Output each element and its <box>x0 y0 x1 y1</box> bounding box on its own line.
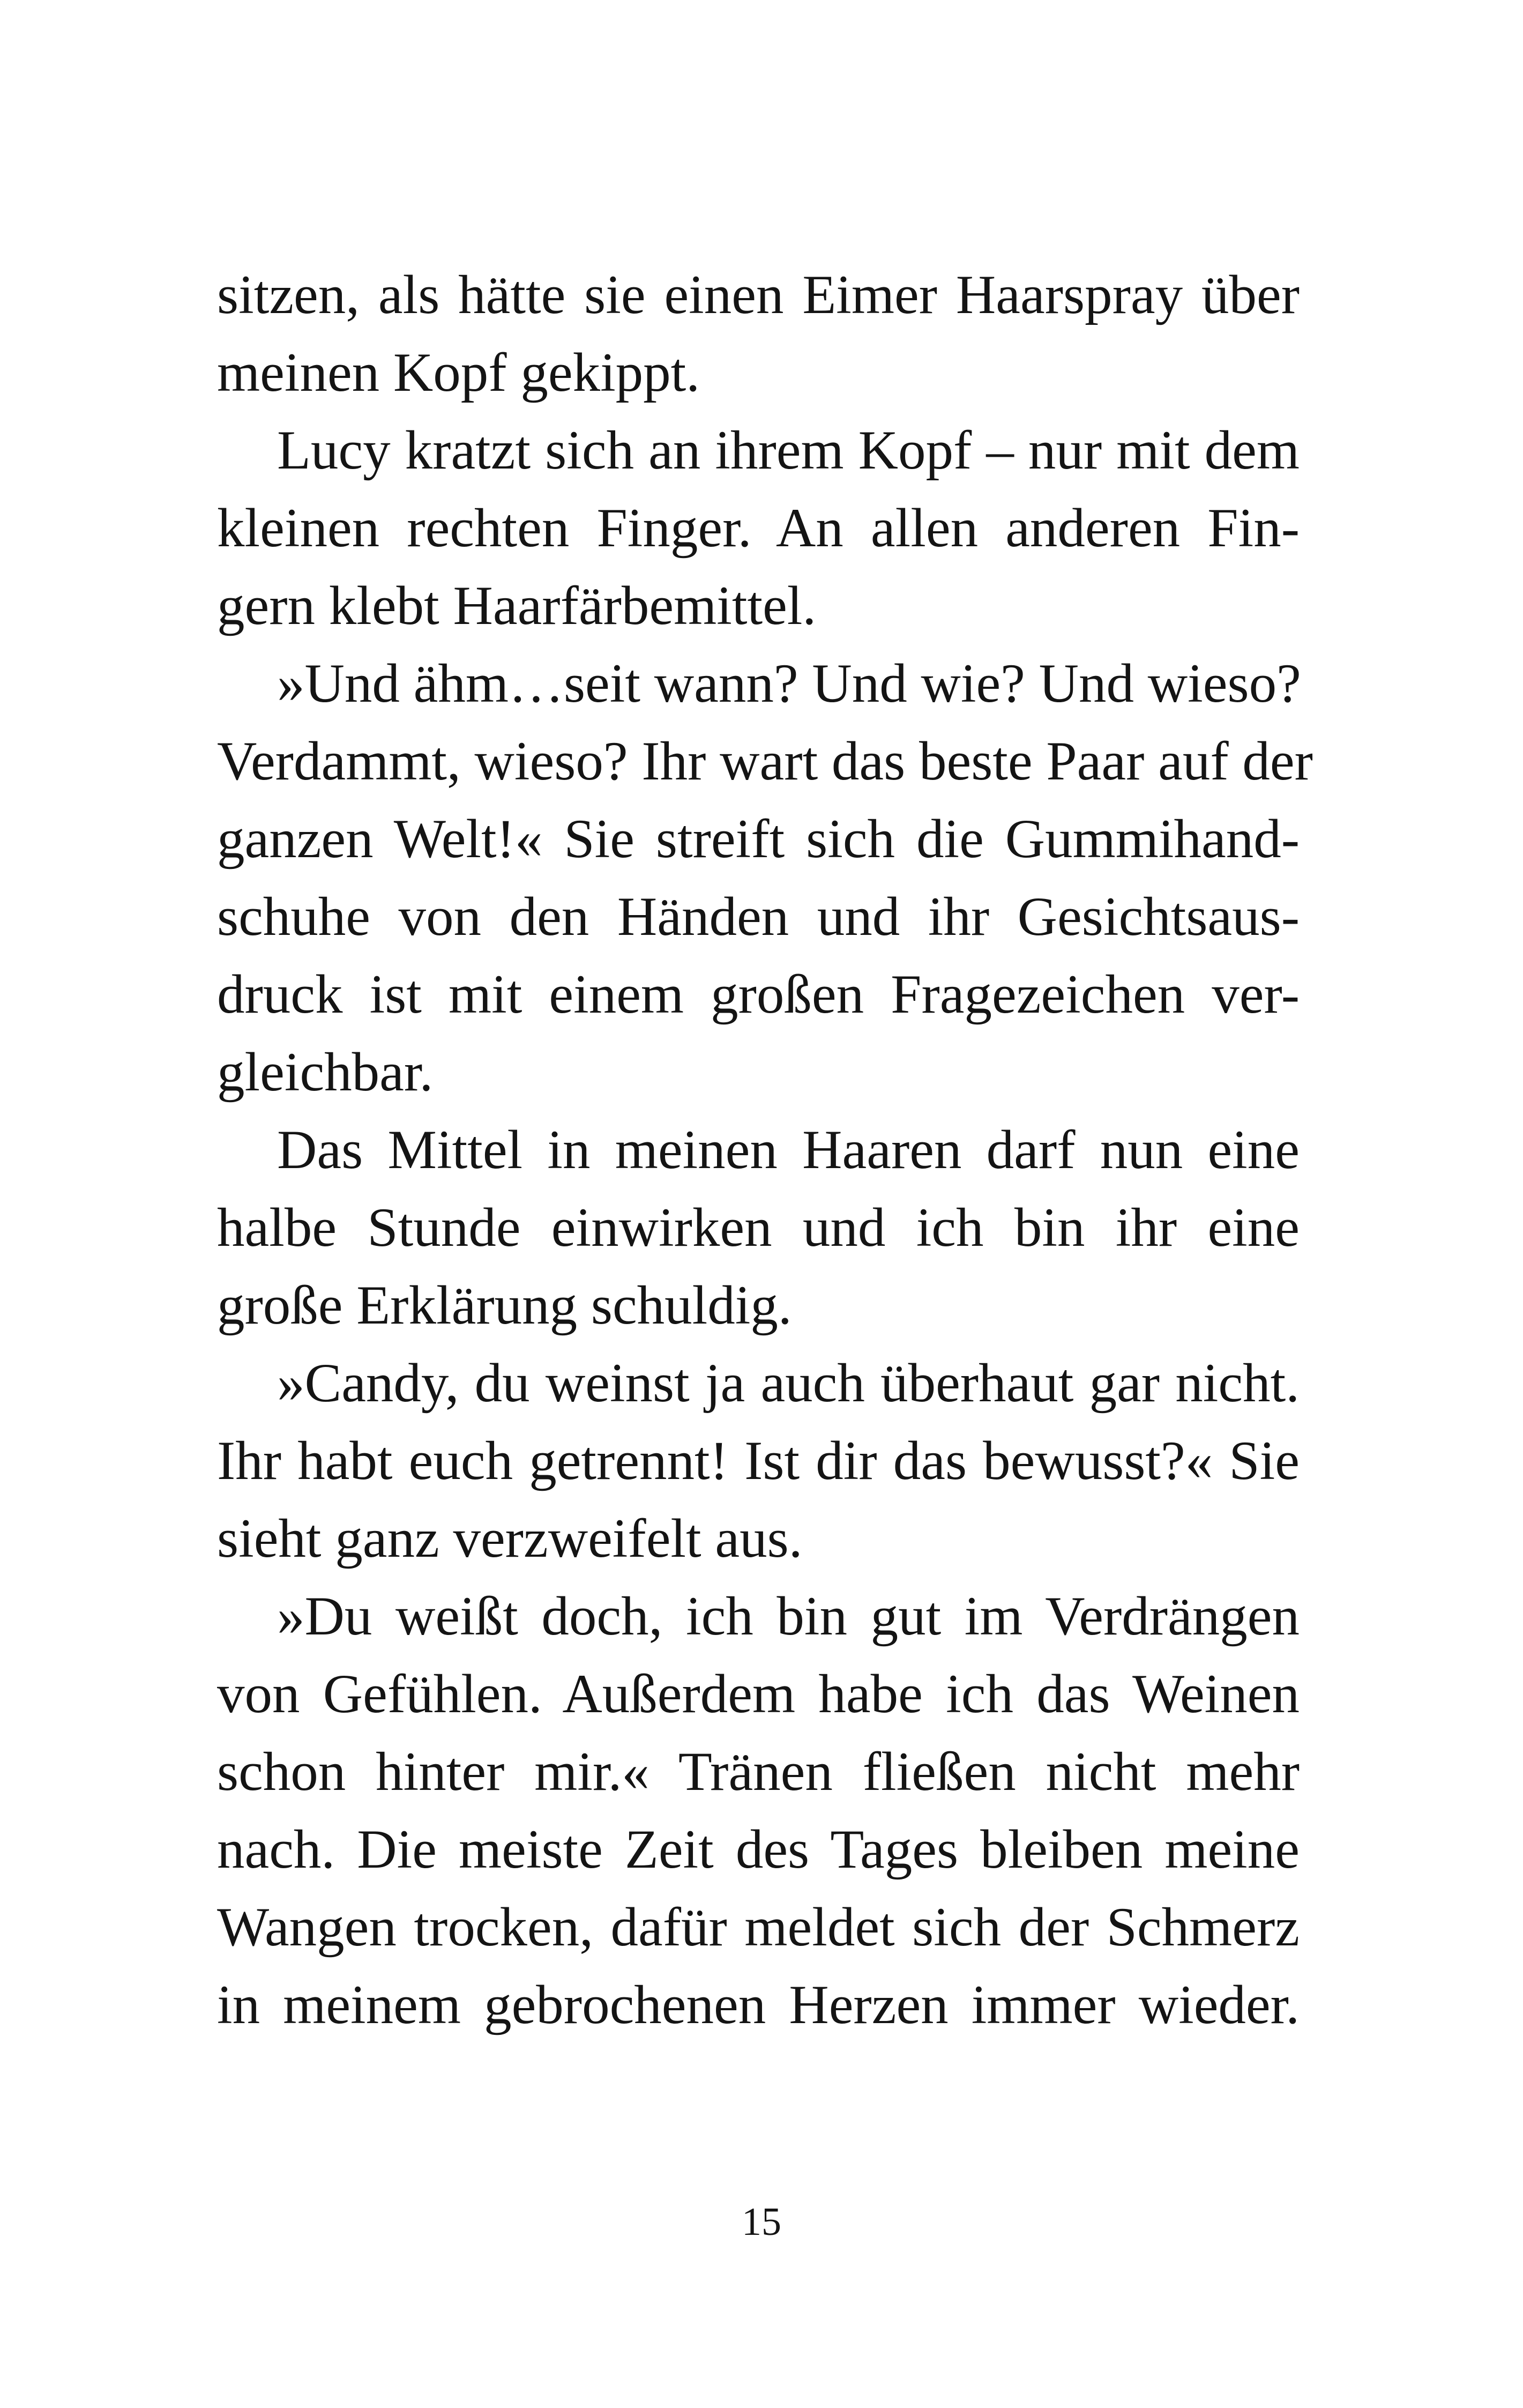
text-line: ganzen Welt!« Sie streift sich die Gummihand- <box>217 808 1300 869</box>
text-line: »Du weißt doch, ich bin gut im Verdrängen <box>277 1586 1300 1647</box>
text-line: kleinen rechten Finger. An allen anderen Fin- <box>217 497 1300 559</box>
text-line: »Candy, du weinst ja auch überhaut gar nicht. <box>277 1352 1300 1414</box>
text-line: Ihr habt euch getrennt! Ist dir das bewusst?« Sie <box>217 1430 1300 1491</box>
body-text <box>217 256 1313 2044</box>
page-number: 15 <box>742 2200 781 2244</box>
text-line: meinen Kopf gekippt. <box>217 342 700 403</box>
text-line: halbe Stunde einwirken und ich bin ihr eine <box>217 1197 1300 1258</box>
text-line: schuhe von den Händen und ihr Gesichtsaus- <box>217 886 1300 947</box>
text-line: Das Mittel in meinen Haaren darf nun eine <box>277 1119 1300 1180</box>
text-line: von Gefühlen. Außerdem habe ich das Weinen <box>217 1663 1300 1725</box>
text-line: sitzen, als hätte sie einen Eimer Haarspray über <box>217 264 1300 325</box>
text-line: schon hinter mir.« Tränen fließen nicht mehr <box>217 1741 1300 1802</box>
text-line: gleichbar. <box>217 1042 434 1103</box>
text-line: Wangen trocken, dafür meldet sich der Schmerz <box>217 1897 1300 1958</box>
text-line: Lucy kratzt sich an ihrem Kopf – nur mit dem <box>277 420 1300 481</box>
text-line: nach. Die meiste Zeit des Tages bleiben meine <box>217 1819 1300 1880</box>
text-line: große Erklärung schuldig. <box>217 1275 792 1336</box>
text-line: druck ist mit einem großen Fragezeichen ver- <box>217 964 1300 1025</box>
text-line: »Und ähm…seit wann? Und wie? Und wieso? <box>277 653 1301 714</box>
text-line: in meinem gebrochenen Herzen immer wieder. <box>217 1974 1300 2035</box>
text-line: Verdammt, wieso? Ihr wart das beste Paar auf der <box>217 731 1313 792</box>
text-line: gern klebt Haarfärbemittel. <box>217 575 817 636</box>
text-line: sieht ganz verzweifelt aus. <box>217 1508 803 1569</box>
